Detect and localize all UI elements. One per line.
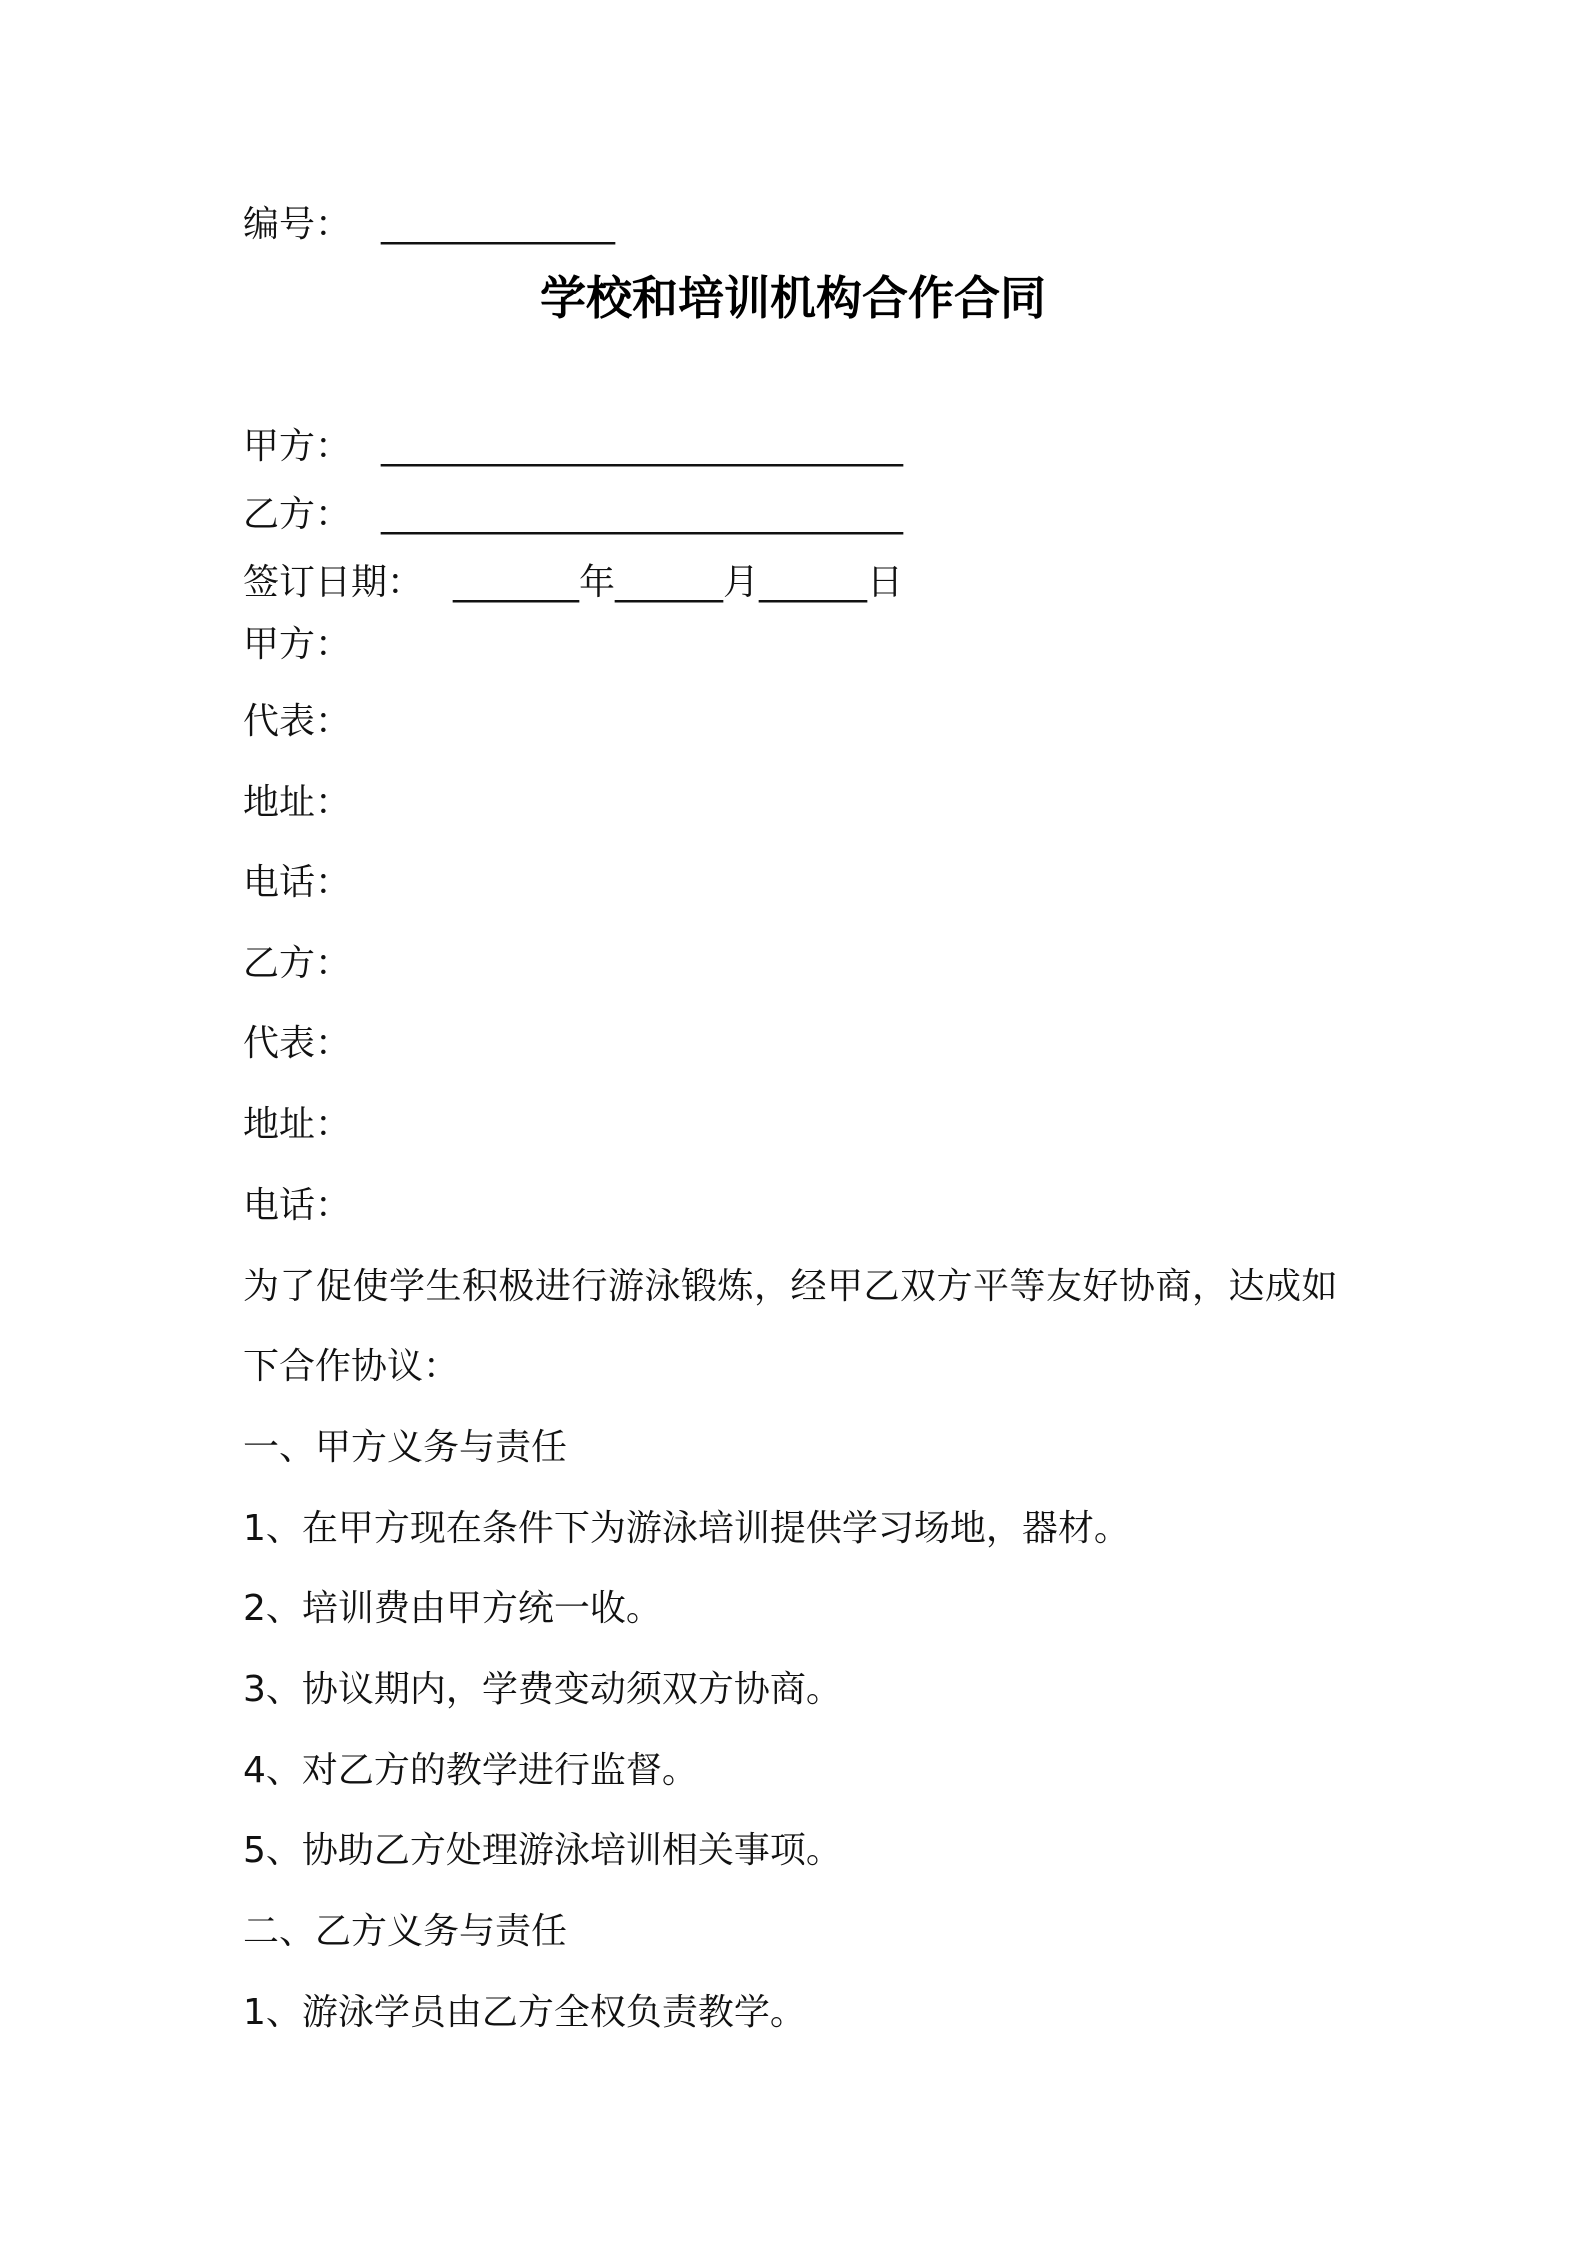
party-b-info-party: 乙方：: [243, 943, 352, 984]
section-1-item: 3、协议期内，学费变动须双方协商。: [243, 1669, 842, 1710]
section-1-heading: 一、甲方义务与责任: [243, 1427, 568, 1468]
date-day-blank: ______: [759, 562, 868, 603]
date-year-blank: _______: [453, 562, 580, 603]
signing-date-label: 签订日期：: [243, 562, 424, 603]
party-a-info-party: 甲方：: [243, 624, 352, 665]
party-a-info-representative: 代表：: [243, 701, 352, 742]
party-b-blank: _____________________________: [381, 494, 904, 535]
party-b-line: [243, 493, 903, 537]
date-month-unit: 月: [723, 562, 760, 603]
contract-number-label: 编号：: [243, 204, 352, 245]
party-b-info-representative: 代表：: [243, 1023, 352, 1064]
party-b-info-address: 地址：: [243, 1104, 352, 1145]
contract-number-line: [243, 203, 615, 247]
party-a-blank: _____________________________: [381, 426, 904, 467]
section-1-item: 1、在甲方现在条件下为游泳培训提供学习场地，器材。: [243, 1508, 1130, 1549]
document-title: 学校和培训机构合作合同: [540, 271, 1046, 325]
party-a-info-phone: 电话：: [243, 862, 352, 903]
section-1-item: 4、对乙方的教学进行监督。: [243, 1750, 698, 1791]
date-month-blank: ______: [615, 562, 724, 603]
section-2-item: 1、游泳学员由乙方全权负责教学。: [243, 1992, 806, 2033]
party-a-info-address: 地址：: [243, 782, 352, 823]
section-2-heading: 二、乙方义务与责任: [243, 1911, 568, 1952]
intro-paragraph-line-2: 下合作协议：: [243, 1346, 460, 1387]
signing-date-line: [243, 561, 903, 605]
date-year-unit: 年: [579, 562, 616, 603]
party-b-label: 乙方：: [243, 494, 352, 535]
intro-paragraph-line-1: 为了促使学生积极进行游泳锻炼，经甲乙双方平等友好协商，达成如: [243, 1266, 1339, 1307]
party-b-info-phone: 电话：: [243, 1185, 352, 1226]
section-1-item: 5、协助乙方处理游泳培训相关事项。: [243, 1830, 842, 1871]
section-1-item: 2、培训费由甲方统一收。: [243, 1588, 662, 1629]
contract-number-blank: _____________: [381, 204, 616, 245]
party-a-label: 甲方：: [243, 426, 352, 467]
party-a-line: [243, 425, 903, 469]
date-day-unit: 日: [867, 562, 904, 603]
